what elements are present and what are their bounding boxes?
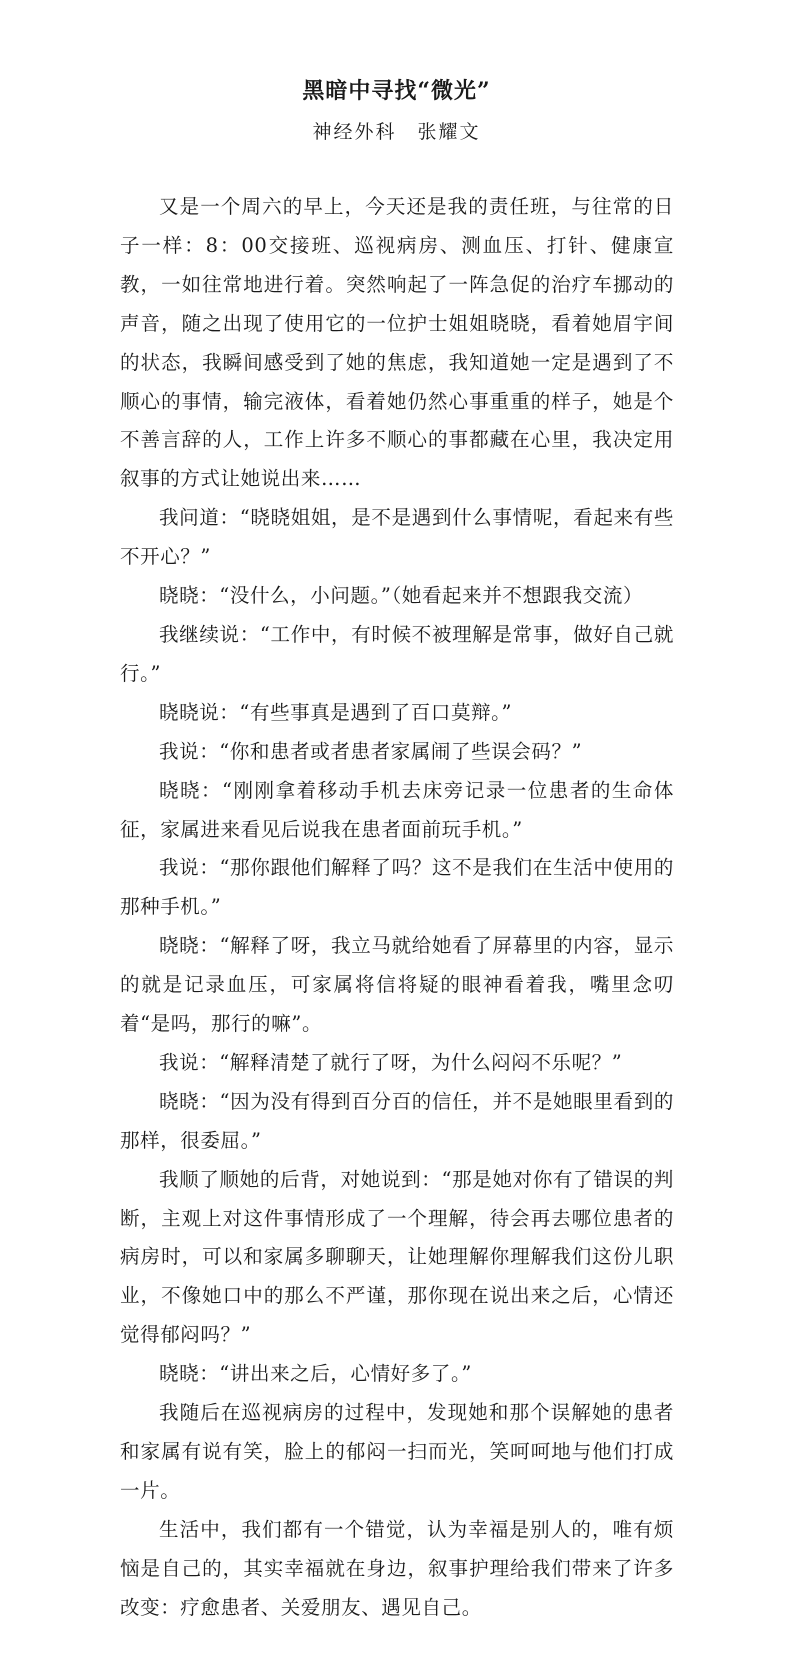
article-body	[120, 188, 674, 1628]
paragraph: 晓晓：“讲出来之后，心情好多了。”	[159, 1362, 472, 1386]
paragraph: 我顺了顺她的后背，对她说到：“那是她对你有了错误的判断，主观上对这件事情形成了一个理解，待会再去哪位患者的病房时，可以和家属多聊聊天，让她理解你理解我们这份儿职业，不像她口中的那么不严谨，那你现在说出来之后，心情还觉得郁闷吗？”	[120, 1167, 674, 1347]
paragraph: 晓晓：“解释了呀，我立马就给她看了屏幕里的内容，显示的就是记录血压，可家属将信将疑的眼神看着我，嘴里念叨着“是吗，那行的嘛”。	[120, 934, 674, 1036]
paragraph: 我继续说：“工作中，有时候不被理解是常事，做好自己就行。”	[120, 622, 674, 685]
paragraph: 晓晓说：“有些事真是遇到了百口莫辩。”	[159, 700, 513, 724]
paragraph: 我说：“解释清楚了就行了呀，为什么闷闷不乐呢？”	[159, 1050, 623, 1074]
paragraph: 我问道：“晓晓姐姐，是不是遇到什么事情呢，看起来有些不开心？”	[120, 506, 674, 569]
paragraph: 晓晓：“刚刚拿着移动手机去床旁记录一位患者的生命体征，家属进来看见后说我在患者面前玩手机。”	[120, 778, 674, 841]
paragraph: 晓晓：“没什么，小问题。”（她看起来并不想跟我交流）	[159, 584, 644, 608]
paragraph: 我说：“那你跟他们解释了吗？这不是我们在生活中使用的那种手机。”	[120, 856, 674, 919]
paragraph: 生活中，我们都有一个错觉，认为幸福是别人的，唯有烦恼是自己的，其实幸福就在身边，叙事护理给我们带来了许多改变：疗愈患者、关爱朋友、遇见自己。	[120, 1517, 674, 1619]
paragraph: 晓晓：“因为没有得到百分百的信任，并不是她眼里看到的那样，很委屈。”	[120, 1089, 674, 1152]
author-byline: 神经外科 张耀文	[312, 121, 481, 143]
article-title: 黑暗中寻找“微光”	[302, 78, 491, 104]
paragraph: 又是一个周六的早上，今天还是我的责任班，与往常的日子一样：8：00交接班、巡视病房、测血压、打针、健康宣教，一如往常地进行着。突然响起了一阵急促的治疗车挪动的声音，随之出现了使用它的一位护士姐姐晓晓，看着她眉宇间的状态，我瞬间感受到了她的焦虑，我知道她一定是遇到了不顺心的事情，输完液体，看着她仍然心事重重的样子，她是个不善言辞的人，工作上许多不顺心的事都藏在心里，我决定用叙事的方式让她说出来……	[120, 195, 674, 491]
paragraph: 我随后在巡视病房的过程中，发现她和那个误解她的患者和家属有说有笑，脸上的郁闷一扫而光，笑呵呵地与他们打成一片。	[120, 1401, 674, 1502]
paragraph: 我说：“你和患者或者患者家属闹了些误会码？”	[159, 739, 583, 763]
